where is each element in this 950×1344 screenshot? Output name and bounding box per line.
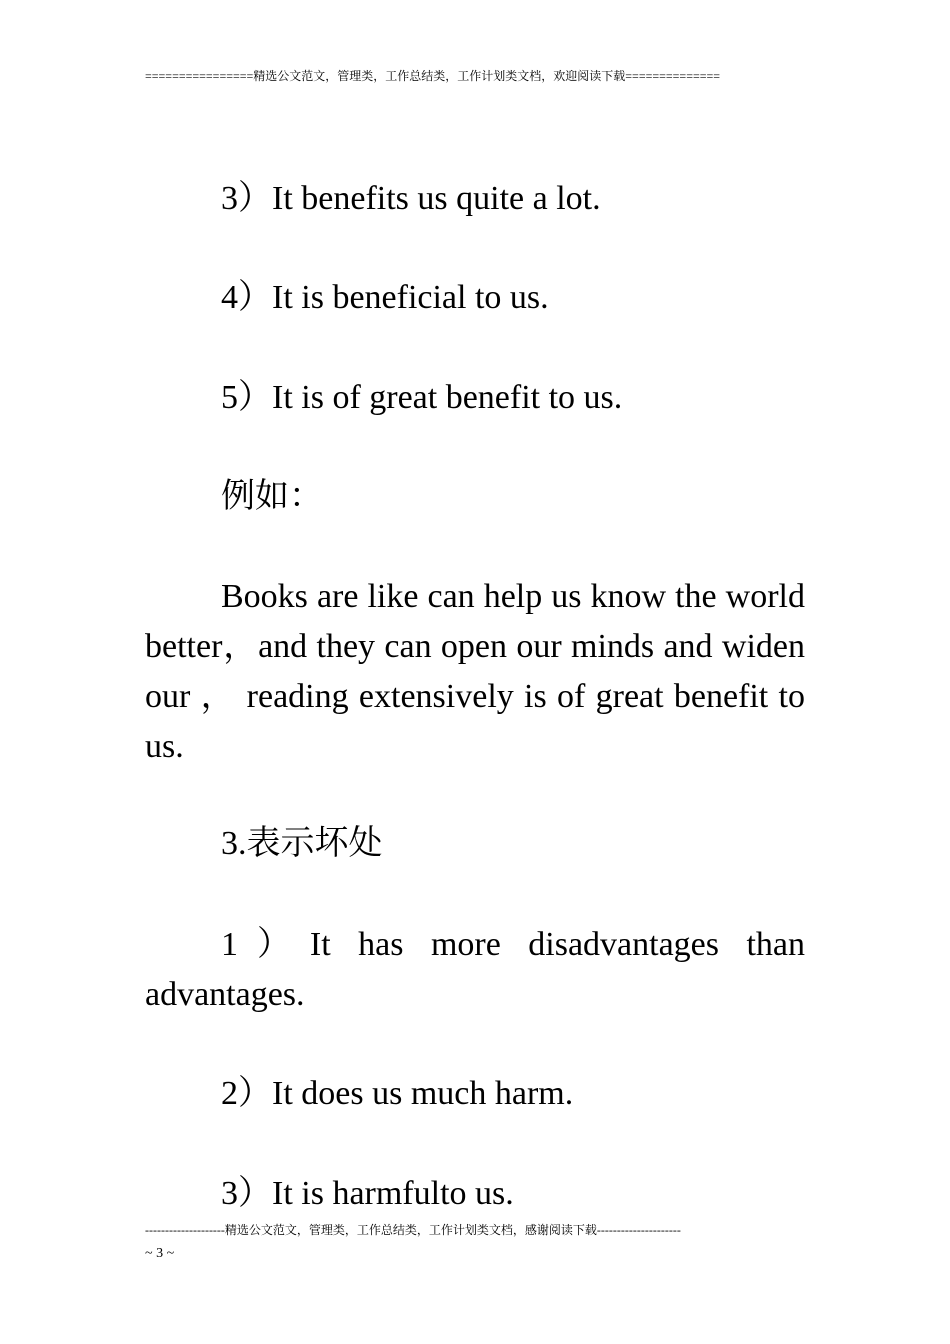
page-footer-banner: --------------------精选公文范文，管理类，工作总结类，工作计划类文档，感谢阅读下载--------------------- bbox=[145, 1223, 681, 1237]
harm-item-1: 1）It has more disadvantages than advantages. bbox=[145, 926, 805, 1013]
list-item-5: 5）It is of great benefit to us. bbox=[221, 379, 623, 416]
example-label: 例如： bbox=[221, 478, 323, 515]
section-heading: 3.表示坏处 bbox=[221, 825, 383, 862]
list-item-3: 3）It benefits us quite a lot. bbox=[221, 180, 601, 217]
example-paragraph: Books are like can help us know the world better，and they can open our minds and widen our ， reading extensively is of great benefit to us. bbox=[145, 578, 805, 765]
page-number: ~ 3 ~ bbox=[145, 1246, 175, 1261]
harm-item-2: 2）It does us much harm. bbox=[221, 1075, 574, 1112]
list-item-4: 4）It is beneficial to us. bbox=[221, 279, 549, 316]
page-header-banner: ================精选公文范文，管理类，工作总结类，工作计划类文档，欢迎阅读下载============== bbox=[145, 69, 721, 83]
harm-item-3: 3）It is harmfulto us. bbox=[221, 1175, 514, 1212]
